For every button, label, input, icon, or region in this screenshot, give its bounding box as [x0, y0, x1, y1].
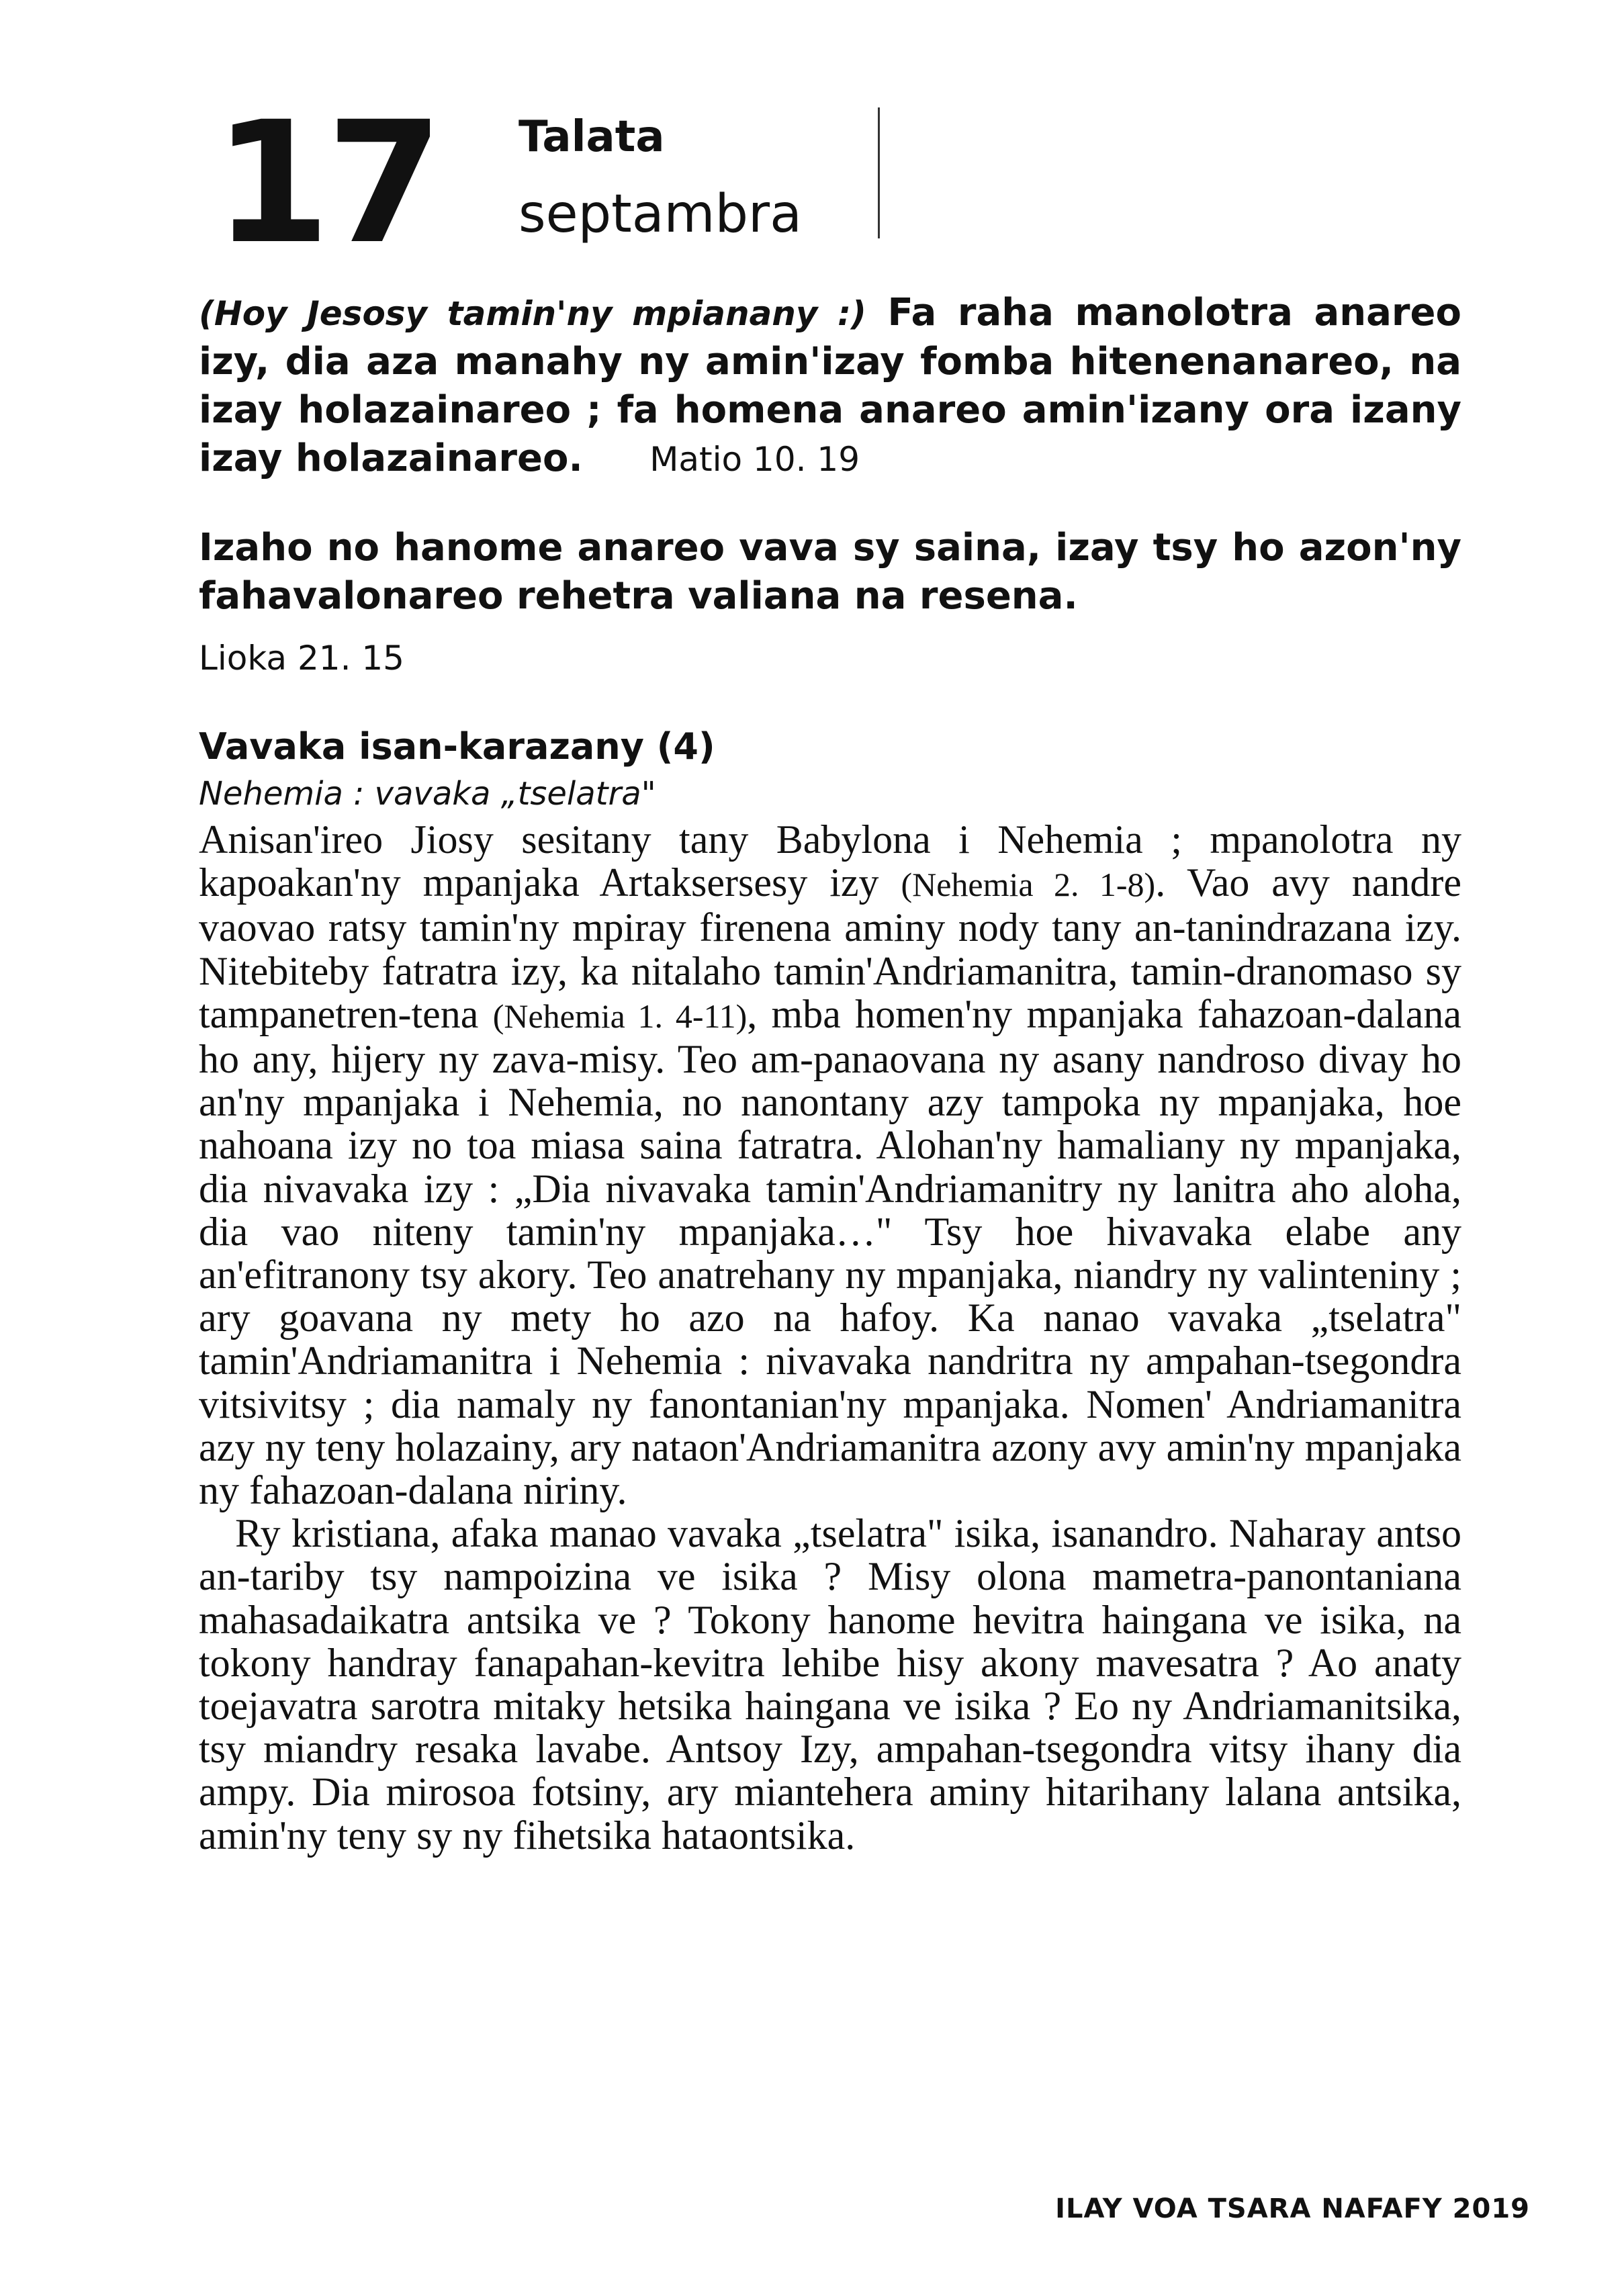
- verse-1-text: Fa raha manolotra anareo izy, dia aza manahy ny amin'izay fomba hitenenanareo, na izay holazainareo ; fa homena anareo amin'izany ora izany izay holazainareo.: [199, 291, 1461, 480]
- body-p1-reference-2: (Nehemia 1. 4-11): [492, 997, 748, 1035]
- body-p1-reference-1: (Nehemia 2. 1-8): [901, 866, 1156, 904]
- verse-2: [199, 524, 1461, 621]
- verse-1-lead: (Hoy Jesosy tamin'ny mpianany :): [199, 294, 866, 333]
- verse-2-text: Izaho no hanome anareo vava sy saina, izay tsy ho azon'ny fahavalonareo rehetra valiana na resena.: [199, 526, 1461, 618]
- body-p1-part-a: Anisan'ireo Jiosy sesitany tany Babylona i Nehemia ; mpanolotra ny kapoakan'ny mpanjaka Artaksersesy izy: [199, 817, 1461, 905]
- verse-1: [199, 289, 1461, 484]
- body-text: [199, 818, 1461, 1857]
- header-divider: [878, 107, 880, 238]
- footer-publication: ILAY VOA TSARA NAFAFY 2019: [1055, 2193, 1530, 2224]
- day-number: 17: [214, 85, 439, 281]
- body-p1-part-c: , mba homen'ny mpanjaka fahazoan-dalana ho any, hijery ny zava-misy. Teo am-panaovana ny asany nandroso divay ho an'ny mpanjaka i Nehemia, no nanontany azy tampoka ny mpanjaka, hoe nahoana izy no toa miasa saina fatratra. Alohan'ny hamaliany ny mpanjaka, dia nivavaka izy : „Dia nivavaka tamin'Andriamanitry ny lanitra aho aloha, dia vao niteny tamin'ny mpanjaka…" Tsy hoe hivavaka elabe any an'efitranony tsy akory. Teo anatrehany ny mpanjaka, niandry ny valinteniny ; ary goavana ny mety ho azo na hafoy. Ka nanao vavaka „tselatra" tamin'Andriamanitra i Nehemia : nivavaka nandritra ny ampahan-tsegondra vitsivitsy ; dia namaly ny fanontanian'ny mpanjaka. Nomen' Andriamanitra azy ny teny holazainy, ary nataon'Andriamanitra azony avy amin'ny mpanjaka ny fahazoan-dalana niriny.: [199, 991, 1461, 1513]
- section-title: Vavaka isan-karazany (4): [199, 725, 715, 768]
- weekday: Talata: [518, 112, 665, 162]
- verse-2-reference: Lioka 21. 15: [199, 639, 404, 678]
- section-subtitle: Nehemia : vavaka „tselatra": [199, 775, 656, 813]
- verse-1-reference: Matio 10. 19: [649, 440, 860, 479]
- body-paragraph-2: Ry kristiana, afaka manao vavaka „tselatra" isika, isanandro. Naharay antso an-tariby tsy nampoizina ve isika ? Misy olona mametra-panontaniana mahasadaikatra antsika ve ? Tokony hanome hevitra haingana ve isika, na tokony handray fanapahan-kevitra lehibe hisy akony mavesatra ? Ao anaty toejavatra sarotra mitaky hetsika haingana ve isika ? Eo ny Andriamanitsika, tsy miandry resaka lavabe. Antsoy Izy, ampahan-tsegondra vitsy ihany dia ampy. Dia mirosoa fotsiny, ary miantehera aminy hitarihany lalana antsika, amin'ny teny sy ny fihetsika hataontsika.: [199, 1511, 1461, 1858]
- month: septambra: [518, 184, 802, 244]
- body-p1-part-b: . Vao avy nandre vaovao ratsy tamin'ny mpiray firenena aminy nody tany an-tanindrazana izy. Nitebiteby fatratra izy, ka nitalaho tamin'Andriamanitra, tamin-dranomaso sy tampanetren-tena: [199, 860, 1462, 1036]
- body-paragraph-1: [199, 818, 1461, 1512]
